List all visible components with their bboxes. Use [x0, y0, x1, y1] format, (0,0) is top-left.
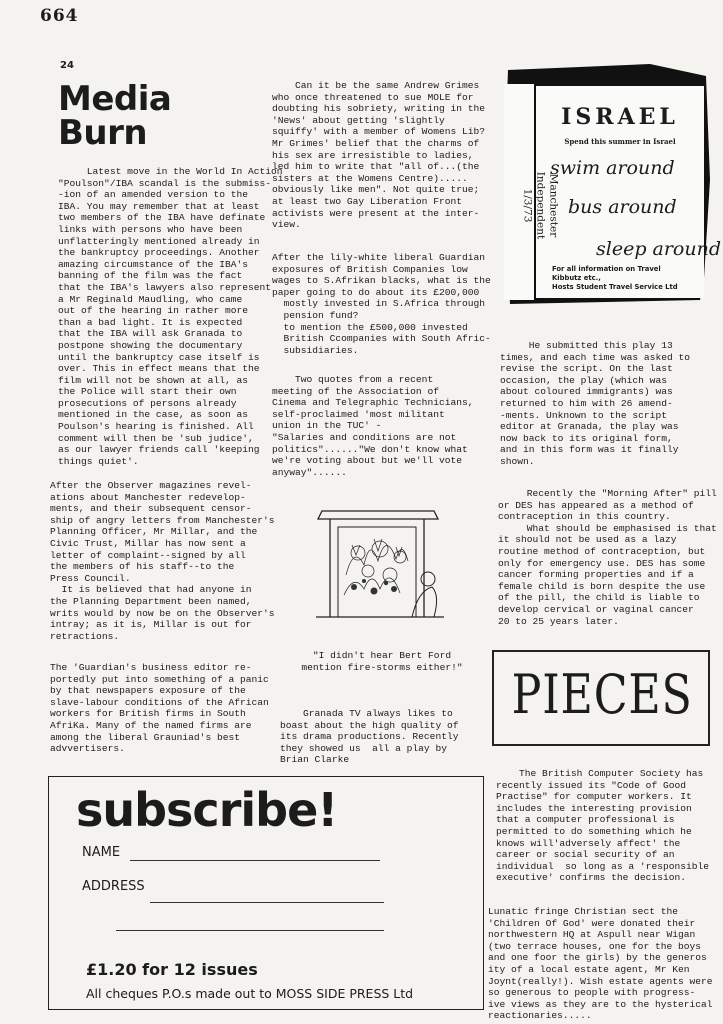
text-line: northwestern HQ at Aspull near Wigan [488, 929, 696, 941]
text-line: advvertisers. [50, 743, 125, 755]
text-line: It is believed that had anyone in [50, 584, 252, 596]
text-line: What should be emphasised is that [498, 522, 717, 534]
text-line: his sex are irresistible to ladies, [272, 149, 474, 161]
text-line: things quiet'. [58, 455, 139, 467]
text-line: meeting of the Association of [272, 385, 439, 397]
col2-para3 [272, 374, 487, 478]
name-label: NAME [82, 845, 121, 860]
text-line: career or social security of an [496, 849, 675, 861]
col1-para2 [50, 480, 275, 642]
text-line: Joynt(really!). Wish estate agents were [488, 975, 713, 987]
text-line: writs would by now be on the Observer's [50, 607, 275, 619]
text-line: unflatteringly mentioned already in [58, 235, 260, 247]
text-line: subsidiaries. [272, 344, 359, 356]
text-line: as our lawyer friends call 'keeping [58, 444, 260, 456]
text-line: develop cervical or vaginal cancer [498, 603, 694, 615]
col3-para4 [488, 906, 712, 1022]
text-line: and in this form was it finally [500, 444, 679, 456]
text-line: slave-labour conditions of the African [50, 696, 269, 708]
israel-ad-sleep: sleep around [596, 238, 722, 260]
text-line: politics"......"We don't know what [272, 443, 468, 455]
text-line: out of the hearing in rather more [58, 305, 248, 317]
text-line: the bankruptcy proceedings. Another [58, 247, 260, 259]
subscribe-title: subscribe! [76, 783, 338, 837]
text-line: female child is born despite the use [498, 580, 706, 592]
media-burn-title-line2: Burn [58, 113, 148, 153]
address-field-line-2[interactable] [116, 930, 384, 931]
text-line: recently issued its "Code of Good [496, 779, 686, 791]
text-line: wages to S.Afrikan blacks, what is the [272, 275, 491, 287]
text-line: at least two Gay Liberation Front [272, 195, 462, 207]
text-line: the members of his staff--to the [50, 561, 235, 573]
text-line: over. This in effect means that the [58, 363, 260, 375]
text-line: reactionaries..... [488, 1010, 592, 1022]
text-line: led him to write that "all of...(the [272, 161, 480, 173]
text-line: doubting his sobriety, writing in the [272, 103, 486, 115]
text-line: He submitted this play 13 [500, 340, 673, 351]
text-line: AfriKa. Many of the named firms are [50, 719, 252, 731]
address-field-line-1[interactable] [150, 902, 384, 903]
israel-ad-info [552, 265, 702, 292]
text-line: "I didn't hear Bert Ford [312, 650, 452, 661]
text-line: of the pill, the child is liable to [498, 592, 700, 604]
text-line: links with persons who have been [58, 223, 243, 235]
text-line: film will not be shown at all, as [58, 374, 248, 386]
israel-ad-info-line1: For all information on Travel [552, 265, 661, 273]
text-line: -ion of an amended version to the [58, 189, 248, 201]
corner-mark: 24 [60, 60, 74, 71]
text-line: exposures of British Companies low [272, 263, 468, 275]
text-line: to mention the £500,000 invested [272, 321, 468, 333]
text-line: activists were present at the inter- [272, 207, 480, 219]
text-line: they showed us all a play by [280, 742, 447, 754]
text-line: revise the script. On the last [500, 363, 673, 375]
text-line: that the IBA will ask Granada to [58, 328, 243, 340]
text-line: cancer forming properties and if a [498, 569, 694, 581]
col1-para3 [50, 662, 275, 755]
text-line: retractions. [50, 630, 120, 642]
text-line: "Poulson"/IBA scandal is the submiss- [58, 177, 272, 189]
text-line: comment will then be 'sub judice', [58, 432, 254, 444]
col1-para1 [58, 166, 283, 467]
text-line: ship of angry letters from Manchester's [50, 514, 275, 526]
text-line: "Salaries and conditions are not [272, 431, 457, 443]
text-line: -ments. Unknown to the script [500, 409, 667, 421]
text-line: mention fire-storms either!" [301, 661, 463, 673]
israel-ad-source-date: 1/3/73 [521, 188, 534, 223]
text-line: that the IBA's lawyers also represent [58, 281, 272, 293]
address-label: ADDRESS [82, 879, 145, 894]
text-line: sisters at the Womens Centre)..... [272, 172, 468, 184]
text-line: times, and each time was asked to [500, 351, 690, 363]
text-line: includes the interesting provision [496, 802, 692, 814]
text-line: union in the TUC' - [272, 420, 382, 432]
text-line: Press Council. [50, 572, 131, 584]
text-line: boast about the high quality of [280, 719, 459, 731]
text-line: Cinema and Telegraphic Technicians, [272, 397, 474, 409]
israel-ad-spend: Spend this summer in Israel [564, 137, 676, 146]
text-line: Poulson's hearing is finished. All [58, 421, 254, 433]
text-line: about coloured immigrants) was [500, 386, 673, 398]
text-line: permitted to do something which he [496, 825, 692, 837]
israel-ad-swim: swim around [550, 157, 675, 179]
text-line: British Ccompanies with South Afric- [272, 333, 491, 345]
col2-para4 [280, 708, 485, 766]
text-line: contraception in this country. [498, 511, 671, 523]
text-line: Can it be the same Andrew Grimes [272, 80, 480, 91]
text-line: than a bad light. It is expected [58, 316, 243, 328]
text-line: two members of the IBA have definate [58, 212, 266, 224]
text-line: we're voting about but we'll vote [272, 455, 462, 467]
text-line: The 'Guardian's business editor re- [50, 662, 252, 673]
text-line: routine method of contraception, but [498, 545, 706, 557]
text-line: view. [272, 219, 301, 231]
israel-ad-bus: bus around [568, 196, 677, 218]
subscribe-cheques: All cheques P.O.s made out to MOSS SIDE PRESS Ltd [86, 986, 414, 1001]
text-line: by that newspapers exposure of the [50, 685, 246, 697]
text-line: Planning Officer, Mr Millar, and the [50, 526, 258, 538]
text-line: a Mr Reginald Maudling, who came [58, 293, 243, 305]
text-line: postpone showing the documentary [58, 339, 243, 351]
text-line: Latest move in the World In Action [58, 166, 283, 177]
col2-para1 [272, 80, 487, 231]
cartoon-caption [282, 650, 482, 673]
pieces-heading: PIECES [511, 663, 693, 726]
text-line: now back to its original form, [500, 432, 673, 444]
text-line: Brian Clarke [280, 754, 350, 766]
text-line: executive' confirms the decision. [496, 872, 686, 884]
text-line: the Planning Department been named, [50, 595, 252, 607]
text-line: Lunatic fringe Christian sect the [488, 906, 678, 917]
text-line: shown. [500, 455, 535, 467]
text-line: anyway"...... [272, 466, 347, 478]
text-line: (two terrace houses, one for the boys [488, 940, 702, 952]
text-line: amazing circumstance of the IBA's [58, 258, 248, 270]
text-line: letter of complaint--signed by all [50, 549, 246, 561]
col3-para3 [496, 768, 712, 884]
col2-para2 [272, 252, 491, 356]
text-line: returned to him with 26 amend- [500, 397, 673, 409]
text-line: editor at Granada, the play was [500, 421, 679, 433]
text-line: banning of the film was the fact [58, 270, 243, 282]
media-burn-title-line1: Media [58, 79, 172, 119]
text-line: ity of a local estate agent, Mr Ken [488, 963, 690, 975]
text-line: mentioned in the case, as soon as [58, 409, 248, 421]
text-line: The British Computer Society has [496, 768, 704, 779]
text-line: the Police will start their own [58, 386, 237, 398]
text-line: After the lily-white liberal Guardian [272, 252, 486, 263]
israel-ad-source-name: Manchester Independent [534, 171, 560, 240]
col3-para2 [498, 488, 717, 627]
text-line: that a computer professional is [496, 814, 675, 826]
israel-ad-info-line3: Hosts Student Travel Service Ltd [552, 283, 678, 291]
text-line: until the bankruptcy case itself is [58, 351, 260, 363]
israel-ad-info-line2: Kibbutz etc., [552, 274, 601, 282]
text-line: ive views as they are to the hysterical [488, 998, 713, 1010]
text-line: it should not be used as a lazy [498, 534, 677, 546]
text-line: and one foor the girls) by the generos [488, 952, 707, 964]
text-line: occasion, the play (which was [500, 374, 667, 386]
text-line: or DES has appeared as a method of [498, 499, 694, 511]
page-number: 664 [40, 6, 79, 26]
text-line: IBA. You may remember that at least [58, 200, 260, 212]
text-line: Two quotes from a recent [272, 374, 434, 385]
text-line: obviously like men". Not quite true; [272, 184, 480, 196]
text-line: pension fund? [272, 309, 359, 321]
name-field-line[interactable] [130, 860, 380, 861]
cartoon-fireplace-illustration [316, 505, 444, 625]
text-line: 'Children Of God' were donated their [488, 917, 696, 929]
text-line: 'News' about getting 'slightly [272, 114, 445, 126]
israel-ad-title: ISRAEL [561, 104, 679, 130]
media-burn-title [58, 79, 172, 153]
text-line: who once threatened to sue MOLE for [272, 91, 474, 103]
text-line: knows will'adversely affect' the [496, 837, 681, 849]
text-line: its drama productions. Recently [280, 731, 459, 743]
text-line: mostly invested in S.Africa through [272, 298, 486, 310]
text-line: Granada TV always likes to [280, 708, 453, 719]
text-line: ations about Manchester redevelop- [50, 491, 246, 503]
text-line: Recently the "Morning After" pill [498, 488, 717, 499]
text-line: so generous to people with progress- [488, 987, 696, 999]
text-line: squiffy' with a member of Womens Lib? [272, 126, 486, 138]
text-line: only for emergency use. DES has some [498, 557, 706, 569]
text-line: prosecutions of persons already [58, 397, 237, 409]
text-line: portedly put into something of a panic [50, 673, 269, 685]
text-line: intray; as it is, Millar is out for [50, 619, 252, 631]
text-line: Practise" for computer workers. It [496, 791, 692, 803]
text-line: Mr Grimes' belief that the charms of [272, 137, 480, 149]
text-line: paper going to do about its £200,000 [272, 286, 480, 298]
text-line: After the Observer magazines revel- [50, 480, 252, 491]
text-line: self-proclaimed 'most militant [272, 408, 445, 420]
text-line: individual so long as a 'responsible [496, 860, 710, 872]
text-line: workers for British firms in South [50, 708, 246, 720]
text-line: 20 to 25 years later. [498, 615, 619, 627]
text-line: Civic Trust, Millar has now sent a [50, 537, 246, 549]
col3-para1 [500, 340, 712, 468]
text-line: among the liberal Grauniad's best [50, 731, 240, 743]
subscribe-price: £1.20 for 12 issues [86, 960, 258, 979]
text-line: ments, and their subsequent censor- [50, 503, 252, 515]
